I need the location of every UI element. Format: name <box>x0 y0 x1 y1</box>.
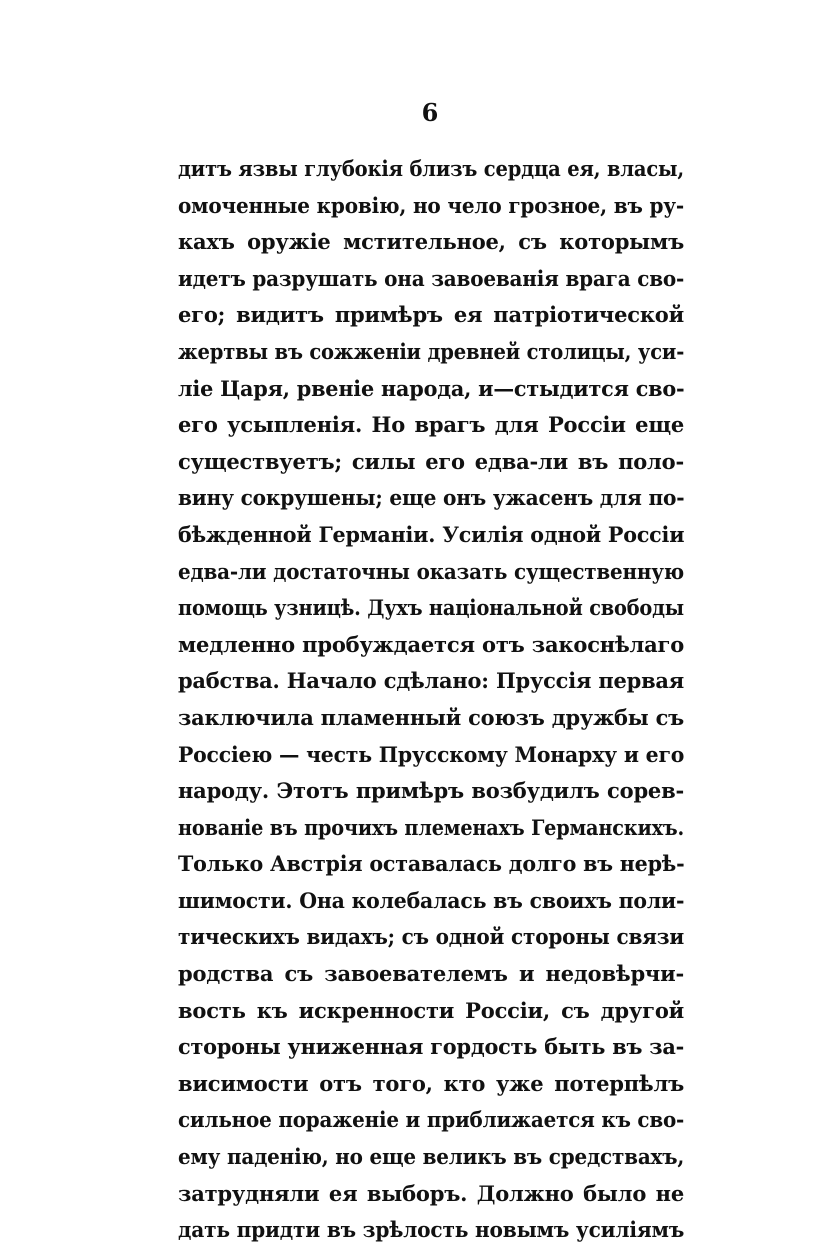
page-number: 6 <box>421 98 439 127</box>
text-line: Россіею — честь Прусскому Монарху и его <box>178 741 685 767</box>
text-line: рабства. Начало сдѣлано: Пруссія первая <box>178 668 685 694</box>
text-line: вость къ искренности Россіи, съ другой <box>178 997 684 1023</box>
text-line: ему паденію, но еще великъ въ средствахъ, <box>178 1144 685 1170</box>
text-line: медленно пробуждается отъ закоснѣлаго <box>178 631 684 657</box>
text-line: тическихъ видахъ; съ одной стороны связи <box>178 924 684 950</box>
text-line: помощь узницѣ. Духъ національной свободы <box>178 595 684 621</box>
body-text <box>178 151 684 1249</box>
text-line: вину сокрушены; еще онъ ужасенъ для по- <box>178 485 685 511</box>
text-line: его; видитъ примѣръ ея патріотической <box>178 302 684 328</box>
text-line: существуетъ; силы его едва-ли въ поло- <box>178 448 684 474</box>
text-line: стороны униженная гордость быть въ за- <box>178 1034 685 1060</box>
text-line: родства съ завоевателемъ и недовѣрчи- <box>178 961 684 987</box>
text-line: сильное пораженіе и приближается къ сво- <box>178 1107 685 1133</box>
text-line: дитъ язвы глубокія близъ сердца ея, власы, <box>178 156 684 181</box>
text-line: кахъ оружіе мстительное, съ которымъ <box>178 229 684 255</box>
text-line: заключила пламенный союзъ дружбы съ <box>178 704 685 730</box>
text-line: едва-ли достаточны оказать существенную <box>178 558 685 584</box>
text-line: ліе Царя, рвеніе народа, и—стыдится сво- <box>178 375 685 401</box>
text-line: затрудняли ея выборъ. Должно было не <box>178 1180 684 1206</box>
text-line: омоченные кровію, но чело грозное, въ ру- <box>178 192 684 218</box>
text-line: бѣжденной Германіи. Усилія одной Россіи <box>178 521 685 547</box>
text-line: нованіе въ прочихъ племенахъ Германскихъ. <box>178 814 685 840</box>
text-line: идетъ разрушать она завоеванія врага сво- <box>178 265 685 291</box>
text-line: дать придти въ зрѣлость новымъ усиліямъ <box>178 1217 685 1243</box>
text-line: его усыпленія. Но врагъ для Россіи еще <box>178 412 684 438</box>
text-line: жертвы въ сожженіи древней столицы, уси- <box>178 338 685 364</box>
text-line: Только Австрія оставалась долго въ нерѣ- <box>178 851 685 877</box>
text-line: висимости отъ того, кто уже потерпѣлъ <box>178 1070 684 1096</box>
text-line: шимости. Она колебалась въ своихъ поли- <box>178 887 685 913</box>
text-line: народу. Этотъ примѣръ возбудилъ сорев- <box>178 778 684 804</box>
